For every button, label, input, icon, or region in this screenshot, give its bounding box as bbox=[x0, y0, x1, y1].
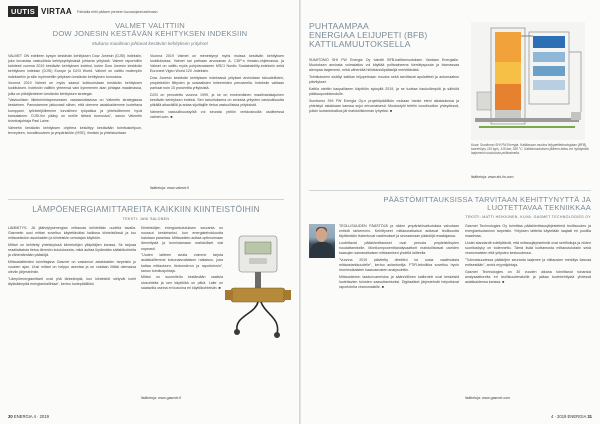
article3-title: PUHTAAMPAA ENERGIAA LEIJUPETI (BFB) KATTILAMUUTOKSELLA bbox=[309, 21, 428, 50]
right-page bbox=[301, 0, 600, 424]
article4-byline: TEKSTI: MATTI HEIKKINEN, KUVA: GASMET TECHNOLOGIES OY bbox=[465, 215, 591, 219]
person-photo bbox=[309, 224, 335, 258]
section-header bbox=[8, 6, 158, 17]
article4-title: PÄÄSTÖMITTAUKSISSA TARVITAAN KEHITTYNYTTÄ JA LUOTETTAVAA TEKNIIKKAA bbox=[383, 195, 591, 212]
article2-column-2: Kiinteistöjen energiankulutuksen seuranta on noussut keskeiseksi, kun energiatehokkuutta halutaan parantaa. Mittaustieto auttaa optimoimaan lämmitystä ja tunnistamaan mahdolliset viat nopeasti. "Uuden laitteen avulla voimme tarjota asiakkaillemme kokonaisvaltaisen ratkaisun, joka kattaa mittauksen, tiedonsiirron ja raportoinnin", sanoo toimitusjohtaja. Mittari on suunniteltu kestämään vaativia olosuhteita ja sen käyttöikä on pitkä. Laite on saatavilla useina eri kokoina eri käyttökohteisiin. ■ bbox=[141, 226, 223, 290]
page-footer-right: 4 · 2019 ENERGIA 31 bbox=[551, 414, 592, 419]
article2-title: LÄMPÖENERGIAMITTAREITA KAIKKIIN KIINTEISTÖIHIN bbox=[32, 204, 260, 214]
boiler-diagram bbox=[471, 22, 585, 140]
article1-title: VALMET VALITTIIN DOW JONESIN KESTÄVÄN KEHITYKSEN INDEKSIIN bbox=[52, 21, 248, 38]
article3-link[interactable]: lisätietoja: www.shi-fw.com bbox=[471, 175, 514, 179]
article3-column: SUMITOMO SHI FW Energia Oy toimitti BFB-kattilamuutoksen Vantaan Energialle. Muutoksen ansiosta voimalaitos voi käyttää polttoaineena kierrätyspuuta ja biomassaa aiempaa laajemmin, mikä vähentää hiilidioksidipäästöjä merkittävästi. Toimitukseen sisältyi kattilan leijupetiosan muutos sekä tarvittavat apulaitteet ja automaation päivitykset. Kattila otettiin kaupalliseen käyttöön syksyllä 2019, ja se tuottaa kaukolämpöä ja sähköä pääkaupunkiseudulle. Sumitomo SHI FW Energia Oy:n projektipäällikön mukaan hanke eteni aikataulussa ja yhteistyö asiakkaan kanssa sujui erinomaisesti. Muutostyöt tehtiin vuosihuollon yhteydessä, jolloin tuotantokatkos jäi mahdollisimman lyhyeksi. ■ bbox=[309, 58, 459, 113]
article4-column-1: TEOLLISUUDEN PÄÄSTÖJÄ ja niiden ympäristövaikutuksia valvotaan entistä tarkemmin. Kehittyneet mittausratkaisut auttavat teollisuutta täyttämään tiukentuvat vaatimukset ja seuraamaan päästöjä reaaliajassa. Luotettavat päästömittaukset ovat perusta ympäristölupien noudattamiselle. Monikomponenttianalysaattorit mahdollistavat useiden kaasujen samanaikaisen mittaamisen yhdellä laitteella. "Vuonna 2019 päivitetty direktiivi toi uusia vaatimuksia mittaustarkkuudelle", kertoo asiantuntija. FTIR-tekniikka soveltuu hyvin monimutkaisten kaasuseosten analysointiin. Mittaustiedon laadunvarmistus ja säännöllinen kalibrointi ovat keskeisiä luotettavien tulosten saavuttamiseksi. Digitaaliset järjestelmät helpottavat raportointia viranomaisille. ■ bbox=[339, 224, 459, 290]
article4-link[interactable]: lisätietoja: www.gasmet.com bbox=[465, 396, 511, 400]
section-tag-uutis: UUTIS bbox=[8, 6, 38, 17]
boiler-illustration bbox=[471, 22, 585, 140]
article2-byline: TEKSTI: JANI SALONEN bbox=[122, 217, 170, 221]
section-strapline: Palstalla ehtii pääsee pieneen kuvaanjanmaailmaan bbox=[76, 9, 158, 14]
left-page bbox=[0, 0, 299, 424]
article1-column-1: VALMET ON edelleen kysyin kestävän kehityksen Dow Jonesin (DJSI) indeksiin, joka kuvastaa vastuullista kehitysyrityksissä johtavia yrityksiä. Valmet raportoitiin kahdesti vuonna 2019 kestävän kehityksen indeksi, kuten Dow Jonesin kestävän kehityksen indeksin (DJSI) Europe ja DJSI World. Valmet on valittu molempiin indekseihin ja sille myönnettiin yrityksen kestävän kehityksen tunnustus. Vuonna 2019 Valmet on myös saanut kulttuuristaan kestävän kehityksen luokituksen. Indeksiin valittiin yhteensä vain kymmenen alan johtajaa maailmassa, joilla on pitkäjänteinen kestävän kehityksen strategia. "Vastuullisen liiketoimintaprosessien vastaanottavissa on Valmetin strategiassa keskeinen. Panostamme jatkuvasti siihen, että olemme asiakkaidemme luotettava kumppani, työntekijöillemme turvallinen työpaikka ja yhteisöllemme hyvä kansalainen. DJSI:hin pääsy on meille tärkeä tunnustus", sanoo Valmetin toimitusjohtaja Pasi Laine. Valmetin kestävän kehityksen ohjelma keskittyy kestävään toimitusketjuun, terveyteen, turvallisuuteen ja ympäristöön (HSE), ihmisiin ja yhteiskuntaan. bbox=[8, 54, 142, 135]
article1-link[interactable]: lisätietoja: www.valmet.fi bbox=[150, 186, 189, 190]
divider bbox=[309, 190, 591, 191]
article1-subtitle: Mukana maailman johtavat kestävän kehityksen yritykset bbox=[92, 41, 208, 46]
article1-column-2: Vuonna 2019 Valmet on menestynyt myös muissa kestävän kehityksen luokituksissa. Valmet sai parhaan arvosanan A- CDP:n ilmasto-ohjelmassa, ja Valmet on valittu myös pohjoismaiseen MSCI Nordic Sustainability-indeksiin sekä Euronext Vigeo World 120 -indeksiin. Dow Jonesin kestävän kehityksen indeksissä yritykset arvioidaan taloudellisten, ympäristöön liittyvien ja sosiaalisten kriteereiden perusteella. Indeksiin valitaan parhaat noin 10 prosenttia yrityksistä. DJSI on perustettu vuonna 1999, ja se on ensimmäinen maailmanlaajuinen kestävän kehityksen indeksi. Sen tarkoituksena on arvioida yritysten vastuullisuutta pitkällä aikavälillä ja antaa sijoittajille tietoa vastuullisista yrityksistä. Valmetin vastuullisuustyötä voi seurata yhtiön verkkosivuilla osoitteessa valmet.com. ■ bbox=[150, 54, 284, 120]
heat-meter-photo bbox=[225, 230, 291, 340]
section-tag-virtaa: VIRTAA bbox=[41, 7, 72, 16]
divider bbox=[8, 199, 284, 200]
article2-link[interactable]: lisätietoja: www.gasmet.fi bbox=[141, 396, 182, 400]
boiler-caption: Kuva: Sumitomo SHI FW Energia. Kattilaosan muutos leijupetiteknologiaan (BFB), tuorehöyry 115 kg/s, 115 bar, 530 °C. Kattilamuutoksen jälkeen laitos voi hyödyntää laajemmin uusiutuvia polttoaineita. bbox=[471, 143, 589, 156]
page-footer-left: 30 ENERGIA 4 · 2019 bbox=[8, 414, 49, 419]
article4-column-2: Gasmet Technologies Oy toimittaa päästömittausjärjestelmiä teollisuuden ja energiantuotannon tarpeisiin. Yrityksen laitteita käytetään laajasti eri puolilla maailmaa. Uudet standardit edellyttävät, että mittausjärjestelmät ovat sertifioituja ja niiden suorituskyky on todennettu. Tämä lisää luottamusta mittaustuloksiin sekä viranomaisten että yritysten keskuudessa. "Tulevaisuudessa päästöjen seuranta laajenee ja mittausten merkitys kasvaa entisestään", arvioi myyntijohtaja. Gasmet Technologies on 30 vuoden aikana toimittanut tuhansia analysaattoreita eri teollisuudenaloille ja jatkaa tuotekehitystä yhdessä asiakkaidensa kanssa. ■ bbox=[465, 224, 591, 285]
article2-column-1: LÄMMITYS- JA jäähdytysenergian mittausta kehitetään uudella tavalla. Gasmetin uusi mittari soveltuu käytettäväksi kaikissa kiinteistöissä ja tuo mittaustiedon asukkaiden ja kiinteistön omistajan käyttöön. Mittari on kehitetty yhteistyössä kiinteistöjen ylläpitäjien kanssa. Se tarjoaa reaaliaikaista tietoa lämmön kulutuksesta, mikä auttaa löytämään säästökohteita ja vähentämään päästöjä. Mittauslaitteiden toimittajana Gasmet on vastannut asiakkaiden tarpeisiin jo vuosien ajan. Uusi mittari on helppo asentaa ja se voidaan liittää olemassa oleviin järjestelmiin. "Lämpöenergiamittarit ovat yhä tärkeämpiä, kun kiinteistöt siirtyvät kohti älykkäämpää energianhallintaa", kertoo tuotepäällikkö. bbox=[8, 226, 136, 287]
